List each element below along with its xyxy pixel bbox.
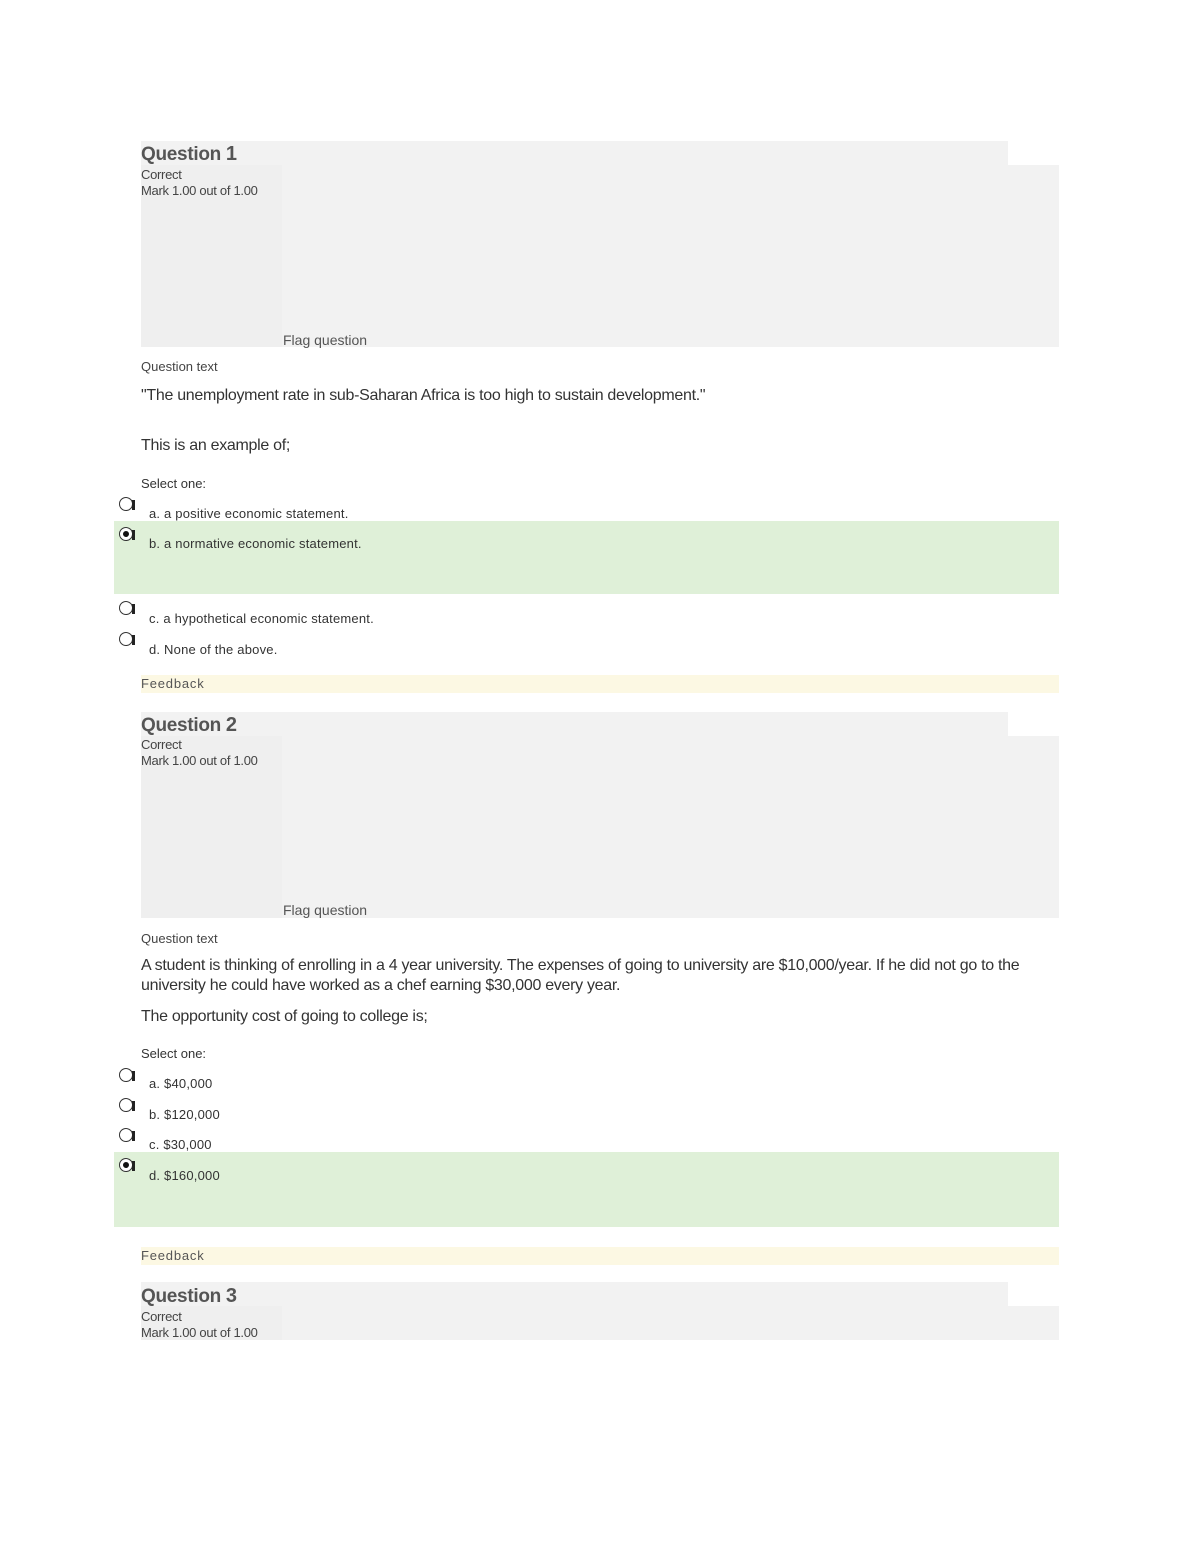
radio-option-d[interactable] [119,632,133,646]
radio-option-a[interactable] [119,497,133,511]
question-info-header [141,1282,1008,1306]
correct-answer-highlight [114,521,1059,594]
select-one-label: Select one: [141,1046,207,1061]
option-d-label[interactable]: d. $160,000 [149,1168,220,1183]
option-b-label[interactable]: b. $120,000 [149,1107,220,1122]
option-a-label[interactable]: a. a positive economic statement. [149,506,349,521]
question-title: Question 2 [141,714,237,736]
feedback-label: Feedback [141,675,1059,693]
radio-option-c[interactable] [119,1128,133,1142]
question-text-p1: A student is thinking of enrolling in a 4 year university. The expenses of going to university are $10,000/year. If he did not go to the university he could have worked as a chef earning $30,000 every year. [141,957,1020,994]
select-one-label: Select one: [141,476,207,491]
correct-answer-highlight [114,1152,1059,1227]
feedback-label: Feedback [141,1247,1059,1265]
option-c-label[interactable]: c. $30,000 [149,1137,212,1152]
question-text-label: Question text [141,359,218,374]
question-number: 1 [225,143,237,165]
question-title: Question 3 [141,1285,237,1307]
question-status: Correct [141,737,182,752]
question-text-p2: This is an example of; [141,437,291,454]
question-text-label: Question text [141,931,218,946]
question-status: Correct [141,167,182,182]
question-text-p1: "The unemployment rate in sub-Saharan Africa is too high to sustain development." [141,387,706,404]
radio-option-d[interactable] [119,1158,133,1172]
radio-option-c[interactable] [119,601,133,615]
question-number: 2 [225,714,237,736]
question-info-header [141,141,1008,165]
flag-question-link[interactable]: Flag question [283,902,368,918]
option-b-label[interactable]: b. a normative economic statement. [149,536,362,551]
option-a-label[interactable]: a. $40,000 [149,1076,213,1091]
question-info-panel [141,1306,1059,1340]
question-mark: Mark 1.00 out of 1.00 [141,1325,258,1340]
option-c-label[interactable]: c. a hypothetical economic statement. [149,611,374,626]
question-info-panel [141,736,1059,918]
question-info-header [141,712,1008,736]
question-mark: Mark 1.00 out of 1.00 [141,183,258,198]
question-text-p2: The opportunity cost of going to college is; [141,1008,428,1025]
question-number: 3 [225,1285,237,1307]
radio-option-b[interactable] [119,1098,133,1112]
question-title: Question 1 [141,143,237,165]
question-status: Correct [141,1309,182,1324]
radio-option-b[interactable] [119,527,133,541]
radio-option-a[interactable] [119,1068,133,1082]
option-d-label[interactable]: d. None of the above. [149,642,278,657]
flag-question-link[interactable]: Flag question [283,332,368,348]
question-info-panel [141,165,1059,347]
question-mark: Mark 1.00 out of 1.00 [141,753,258,768]
